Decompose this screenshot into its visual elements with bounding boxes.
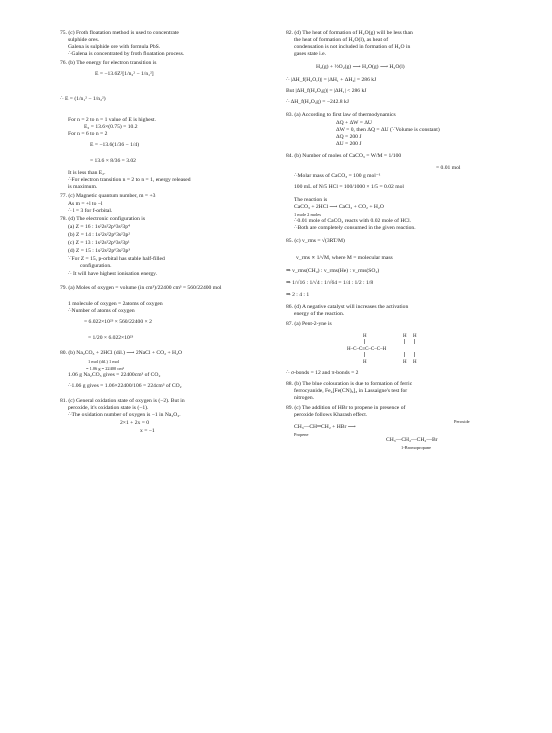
q76-eq-2: ∴ E = (1/n₁² − 1/n₂²) [60,96,106,102]
q75-line-3: Galena is sulphide ore with formula PbS. [68,44,161,50]
pent-2-yne-structure [341,329,451,367]
q82-line-2: the heat of formation of H₂O(l), as heat of [294,37,389,43]
q87-line-1: 87. (a) Pent-2-yne is [286,321,332,327]
q76-line-1: 76. (b) The energy for electron transition is [60,60,157,66]
q85-line-5: ⇒ 2 : 4 : 1 [286,292,310,298]
q77-line-2: As m = +l to −l [68,201,103,207]
q84-line-2: = 0.01 mol [436,165,461,171]
q89-line-3: Peroxide [454,419,470,424]
q83-line-5: ΔU = 200 J [336,141,362,147]
q80-line-5: ∴1.06 g gives = 1.06×22400/106 = 224cm³ of CO₂ [68,383,182,389]
q79-line-5: = 1/20 × 6.022×10²³ [88,335,134,341]
q76-line-4: For n = 6 to n = 2 [68,131,108,137]
pent-2-yne-formula: H–C–C≡C–C–C–H [347,347,387,352]
svg-text:H: H [363,334,367,339]
q81-line-1: 81. (c) General oxidation state of oxygen is (−2). But in [60,398,185,404]
q83-line-1: 83. (a) According to first law of thermodynamics [286,112,396,118]
q76-line-7: is maximum. [68,184,98,190]
q83-line-3: ΔW = 0, then ΔQ = ΔU (∵Volume is constant) [336,127,440,133]
q76-eq-1: E = −13.6Z²[1/n₂² − 1/n₁²] [95,71,154,77]
q79-line-1: 79. (a) Moles of oxygen = volume (in cm³)/22400 cm³ = 560/22400 mol [60,285,222,291]
q79-line-2: 1 molecule of oxygen = 2atoms of oxygen [68,301,163,307]
q85-line-3: ⇒ v_rms(CH₄) : v_rms(He) : v_rms(SO₂) [286,268,380,274]
q76-line-5: It is less than E₂. [68,170,106,176]
q84-line-1: 84. (b) Number of moles of CaCO₃ = W/M = 1/100 [286,153,402,159]
svg-text:H: H [403,360,407,365]
svg-text:H: H [363,360,367,365]
q82-line-3: condensation is not included in formation of H₂O in [294,44,411,50]
q81-line-4: 2×1 + 2x = 0 [120,420,150,426]
q82-line-8: ∴ ΔH_f(H₂O,g) = −242.8 kJ [286,99,349,105]
q84-line-9: ∴Both are completely consumed in the given reaction. [294,225,416,231]
q88-line-3: nitrogen. [294,395,315,401]
q82-line-1: 82. (d) The heat of formation of H₂O(g) will be less than [286,30,413,36]
q79-line-4: = 6.022×10²³ × 560/22400 × 2 [84,319,152,325]
q87-line-2: ∴ σ-bonds = 12 and π-bonds = 2 [286,370,359,376]
q82-line-6: ∴ |ΔH_f(H₂O,l)| = |ΔH₁ + ΔH₂| = 286 kJ [286,77,377,83]
q84-line-5: The reaction is [294,197,328,203]
q89-line-4: CH₃—CH═CH₂ + HBr ⟶ [294,424,356,430]
q89-line-6: CH₃—CH₂—CH₂—Br [386,437,438,443]
q83-line-4: ΔQ = 200 J [336,134,362,140]
q75-line-1: 75. (c) Froth floatation method is used to concentrate [60,30,179,36]
q83-line-2: ΔQ + ΔW = ΔU [336,120,372,126]
q84-line-6: CaCO₃ + 2HCl ⟶ CaCl₂ + CO₂ + H₂O [294,204,384,210]
q84-line-8: ∴0.01 mole of CaCO₃ reacts with 0.02 mole of HCl. [294,218,412,224]
q84-line-3: ∴Molar mass of CaCO₃ = 100 g mol⁻¹ [294,173,381,179]
q78-line-2: (a) Z = 16 : 1s²2s²2p⁶3s²3p⁴ [68,224,130,230]
q81-line-2: peroxide, it's oxidation state is (−1). [68,405,149,411]
q76-eq-4: = 13.6 × 8/36 = 3.02 [90,158,136,164]
q78-line-4: (c) Z = 13 : 1s²2s²2p⁶3s²3p¹ [68,240,130,246]
q86-line-1: 86. (d) A negative catalyst will increases the activation [286,304,409,310]
q88-line-1: 88. (b) The blue colouration is due to formation of ferric [286,381,413,387]
svg-text:H: H [403,334,407,339]
q78-line-3: (b) Z = 14 : 1s²2s²2p⁶3s²3p² [68,232,131,238]
q80-line-3: = 1.06 g = 22400 cm³ [86,366,124,371]
q81-line-3: ∴The oxidation number of oxygen is −1 in Na₂O₂. [68,412,181,418]
q89-line-7: 1-Bromopropane [401,445,431,450]
q78-line-1: 78. (d) The electronic configuration is [60,216,146,222]
q82-line-4: gases state i.e. [294,51,326,57]
q75-line-2: sulphide ores. [68,37,100,43]
q85-line-2: v_rms ∝ 1/√M, where M = molecular mass [296,255,393,261]
q84-line-4: 100 mL of N/5 HCl = 100/1000 × 1/5 = 0.02 mol [294,184,404,190]
q77-line-3: ∴ l = 3 for f-orbital. [68,208,113,214]
q85-line-1: 85. (c) v_rms = √(3RT/M) [286,238,345,244]
q89-line-2: peroxide follows Kharash effect. [294,412,368,418]
q79-line-3: ∴Number of atoms of oxygen [68,308,135,314]
svg-text:H: H [413,334,417,339]
q80-line-1: 80. (b) Na₂CO₃ + 2HCl (dil.) ⟶ 2NaCl + CO₂ + H₂O [60,350,183,356]
q80-line-4: 1.06 g Na₂CO₃ gives = 22400cm³ of CO₂ [68,372,161,378]
svg-text:H: H [413,360,417,365]
q89-line-1: 89. (c) The addition of HBr to propene in presence of [286,405,406,411]
q76-line-6: ∴For electron transition n = 2 to n = 1, energy released [68,177,191,183]
q84-line-7: 1 mole 2 moles [294,212,321,217]
q78-line-5: (d) Z = 15 : 1s²2s²2p⁶3s²3p³ [68,248,131,254]
q77-line-1: 77. (c) Magnetic quantum number, m = +3 [60,193,156,199]
q89-line-5: Propene [294,432,309,437]
q76-eq-3: E = −13.6(1/36 − 1/4) [90,142,140,148]
q75-line-4: ∴Galena is concentrated by froth floatation process. [68,51,185,57]
q85-line-4: ⇒ 1/√16 : 1/√4 : 1/√64 = 1/4 : 1/2 : 1/8 [286,280,374,286]
q86-line-2: energy of the reaction. [294,311,345,317]
q81-line-5: x = −1 [140,428,155,434]
q80-line-2: 1 mol (dil.) 1 mol [88,359,120,364]
q76-line-2: For n = 2 to n = 1 value of E is highest. [68,117,156,123]
q78-line-8: ∴ It will have highest ionisation energy. [68,271,158,277]
q82-line-5: H₂(g) + ½O₂(g) ⟶ H₂O(g) ⟶ H₂O(l) [316,64,405,70]
q78-line-7: configuration. [80,263,112,269]
q78-line-6: ∵For Z = 15, p-orbital has stable half-filled [68,256,165,262]
q76-line-3: E₂ = 13.6×(0.75) = 10.2 [84,124,138,130]
q82-line-7: But |ΔH_f(H₂O,g)| = |ΔH₁| < 286 kJ [286,88,367,94]
q88-line-2: ferrocyanide, Fe₄[Fe(CN)₆]₃ in Lassaigne's test for [294,388,408,394]
